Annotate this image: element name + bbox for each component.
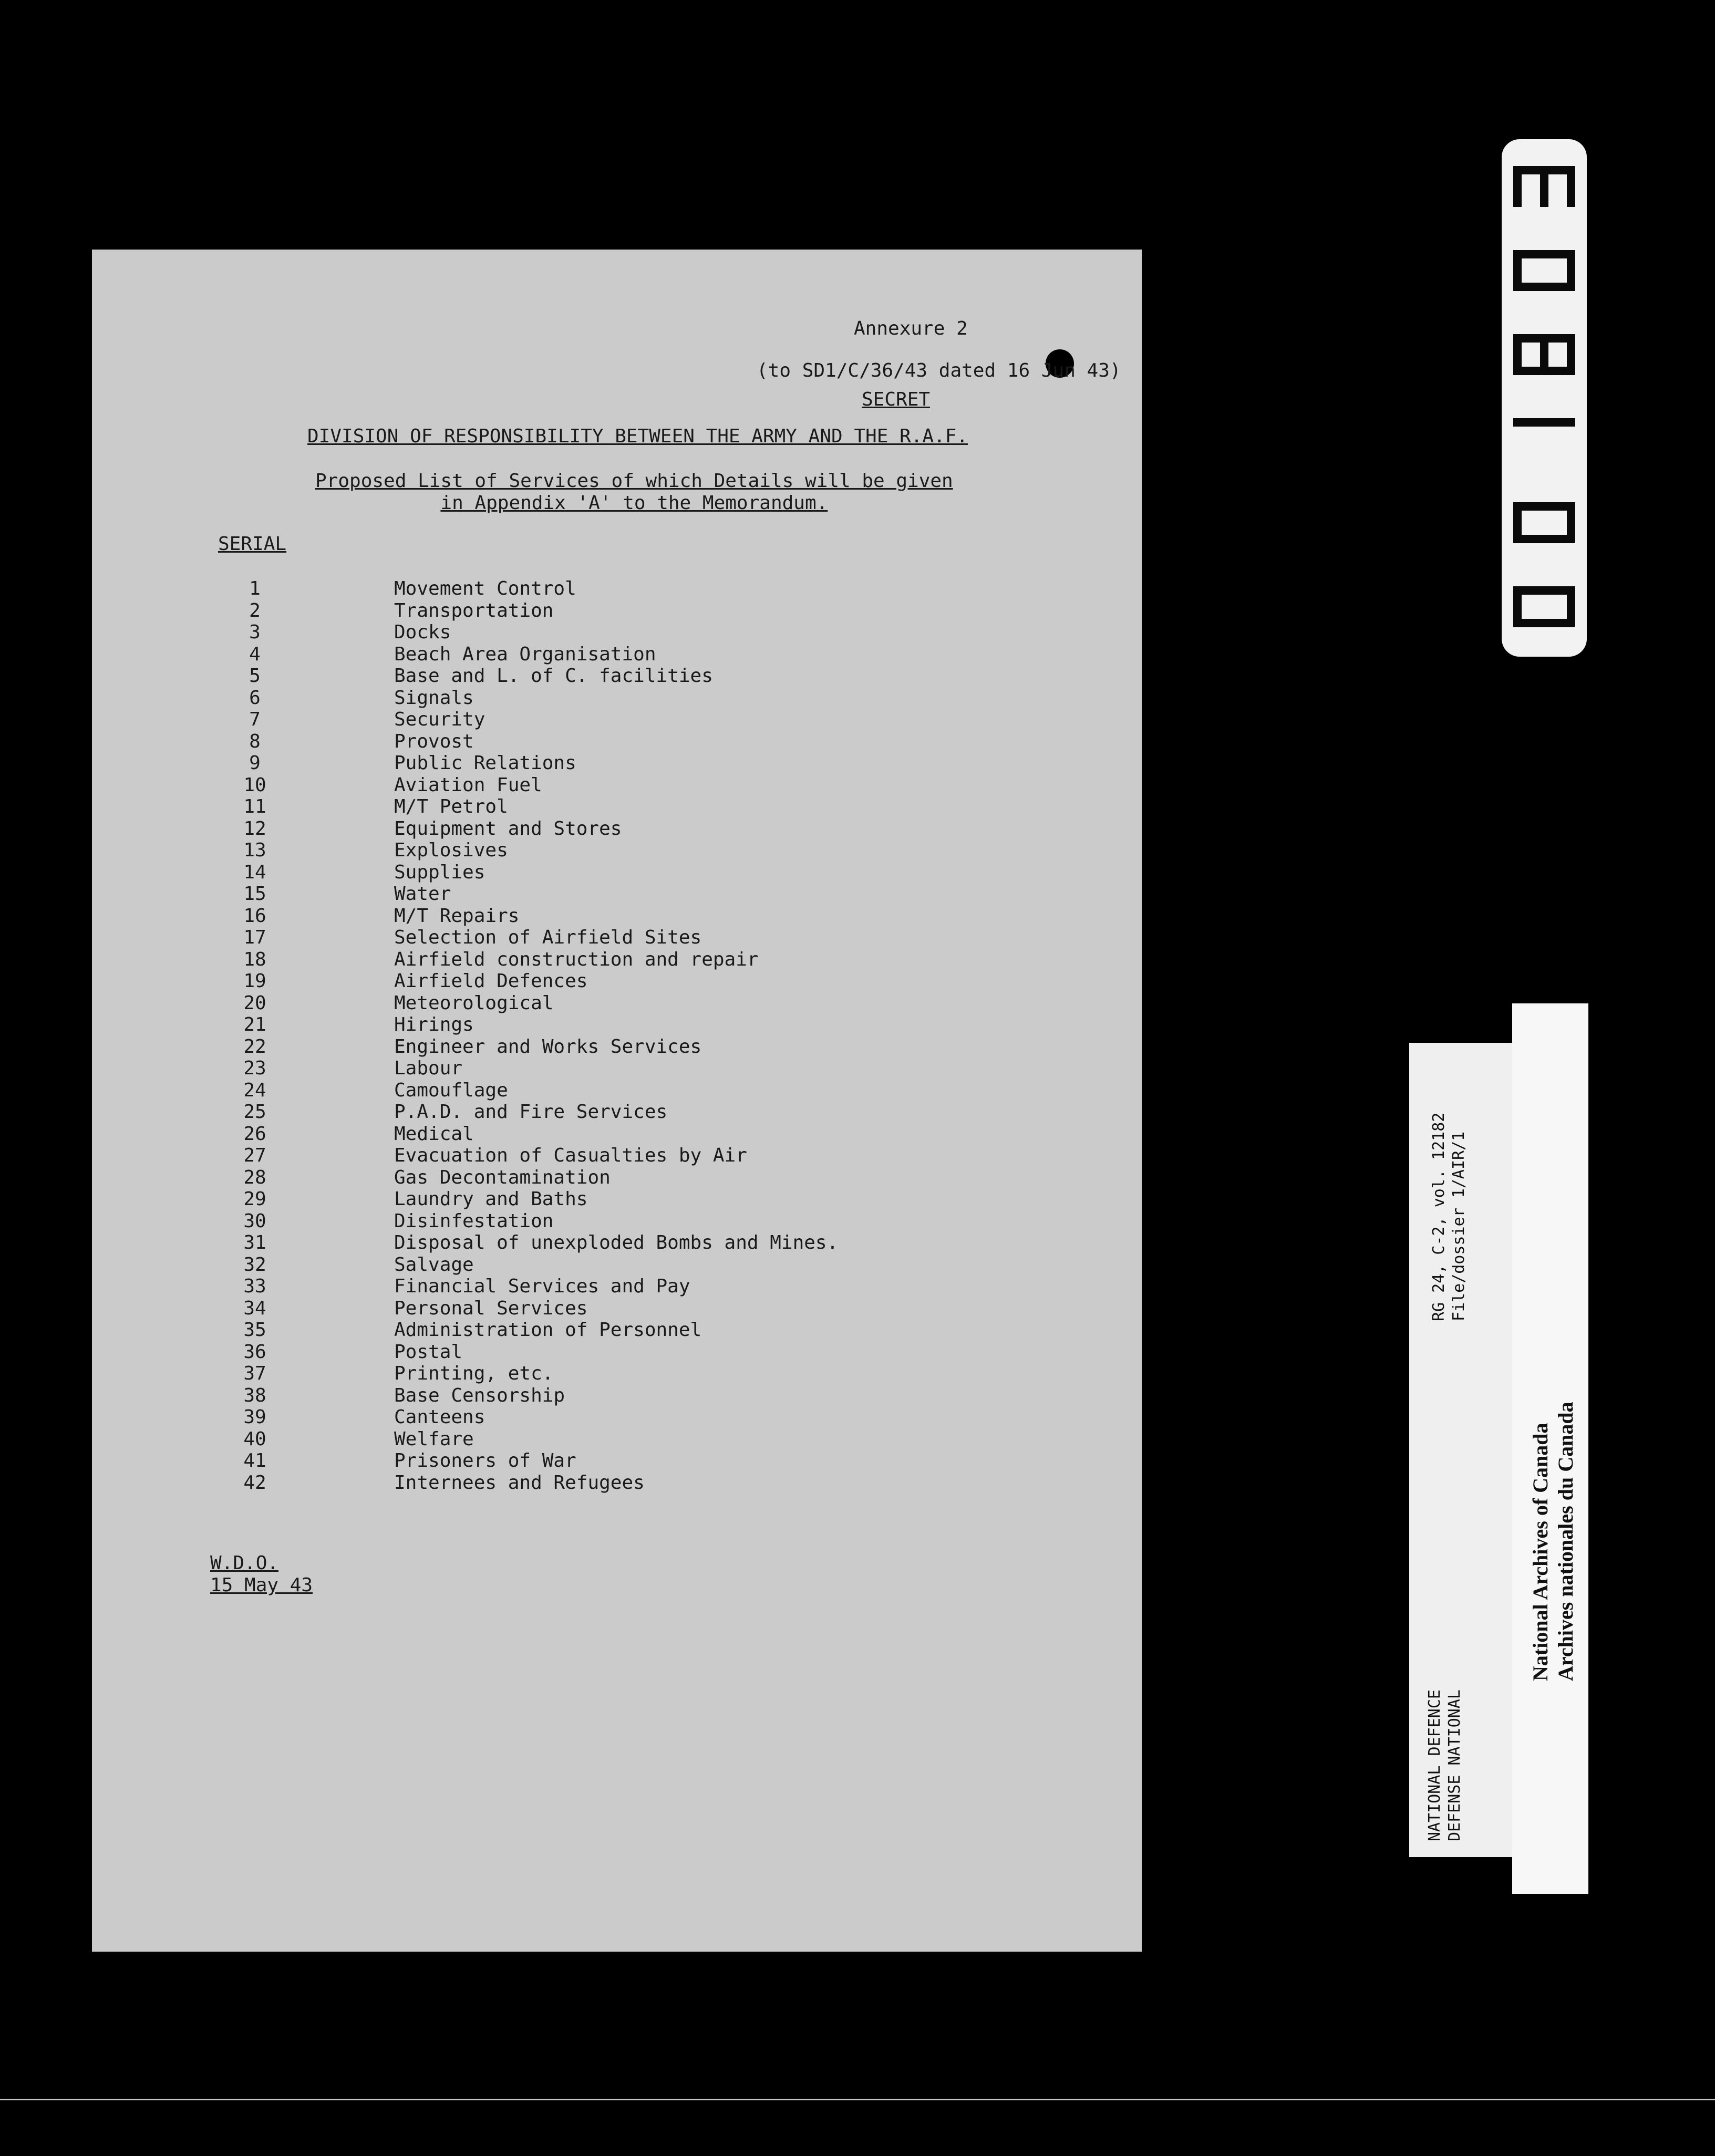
service-name: Internees and Refugees	[394, 1471, 645, 1494]
list-item	[92, 1210, 1142, 1232]
serial-number: 30	[243, 1210, 266, 1232]
list-item	[92, 687, 1142, 709]
list-item	[92, 927, 1142, 948]
list-item	[92, 992, 1142, 1014]
list-item	[92, 1385, 1142, 1406]
list-item	[92, 752, 1142, 774]
serial-number: 13	[243, 839, 266, 861]
serial-number: 9	[249, 752, 261, 774]
list-item	[92, 1254, 1142, 1276]
service-name: Provost	[394, 730, 474, 752]
list-item	[92, 796, 1142, 817]
document-subtitle	[315, 470, 953, 514]
list-item	[92, 600, 1142, 621]
list-item	[92, 1080, 1142, 1101]
reference-label	[1409, 1043, 1514, 1857]
document-date: 15 May 43	[210, 1574, 313, 1596]
serial-heading: SERIAL	[218, 533, 287, 555]
service-name: Beach Area Organisation	[394, 643, 656, 665]
department-fr: DEFENSE NATIONAL	[1445, 1689, 1464, 1841]
subtitle-line-1: Proposed List of Services of which Details will be given	[315, 470, 953, 492]
serial-number: 26	[243, 1123, 266, 1145]
service-name: Salvage	[394, 1253, 474, 1276]
list-item	[92, 1188, 1142, 1210]
service-name: Personal Services	[394, 1297, 588, 1319]
serial-number: 23	[243, 1058, 266, 1079]
annexure-label: Annexure 2	[854, 318, 968, 339]
serial-number: 37	[243, 1363, 266, 1384]
document-title: DIVISION OF RESPONSIBILITY BETWEEN THE ARMY AND THE R.A.F.	[307, 426, 968, 447]
service-name: Security	[394, 709, 485, 730]
serial-number: 4	[249, 643, 261, 665]
department-label	[1425, 1689, 1465, 1841]
serial-number: 36	[243, 1341, 266, 1363]
serial-number: 28	[243, 1166, 266, 1188]
service-name: Selection of Airfield Sites	[394, 927, 702, 948]
bottom-divider	[0, 2099, 1715, 2100]
service-name: Medical	[394, 1123, 474, 1145]
list-item	[92, 578, 1142, 599]
classification-label: SECRET	[862, 389, 931, 410]
serial-number: 38	[243, 1384, 266, 1406]
service-name: Printing, etc.	[394, 1363, 554, 1384]
frame-digit	[1513, 250, 1575, 291]
list-item	[92, 1101, 1142, 1123]
service-name: Movement Control	[394, 578, 576, 599]
service-name: Hirings	[394, 1014, 474, 1035]
document-page	[92, 250, 1142, 1952]
service-name: Camouflage	[394, 1079, 508, 1101]
reference-numbers	[1429, 1113, 1469, 1321]
serial-number: 14	[243, 861, 266, 883]
archives-label	[1512, 1003, 1588, 1894]
service-name: Engineer and Works Services	[394, 1035, 702, 1058]
service-name: Welfare	[394, 1428, 474, 1450]
serial-number: 19	[243, 970, 266, 992]
service-name: Docks	[394, 621, 451, 643]
serial-number: 20	[243, 992, 266, 1014]
service-name: Evacuation of Casualties by Air	[394, 1145, 747, 1166]
service-name: Disposal of unexploded Bombs and Mines.	[394, 1232, 839, 1253]
frame-number-strip	[1502, 139, 1587, 657]
serial-number: 17	[243, 927, 266, 948]
service-name: Signals	[394, 687, 474, 709]
serial-number: 33	[243, 1276, 266, 1297]
list-item	[92, 1014, 1142, 1035]
service-name: Gas Decontamination	[394, 1166, 611, 1188]
serial-number: 11	[243, 796, 266, 817]
service-name: Equipment and Stores	[394, 817, 622, 839]
service-name: Prisoners of War	[394, 1450, 576, 1471]
list-item	[92, 1145, 1142, 1166]
service-name: Airfield Defences	[394, 970, 588, 992]
service-name: Financial Services and Pay	[394, 1276, 690, 1297]
list-item	[92, 1472, 1142, 1494]
service-name: Explosives	[394, 839, 508, 861]
serial-number: 22	[243, 1035, 266, 1058]
list-item	[92, 1036, 1142, 1058]
serial-number: 18	[243, 948, 266, 970]
serial-number: 21	[243, 1014, 266, 1035]
serial-number: 29	[243, 1188, 266, 1210]
list-item	[92, 644, 1142, 665]
service-name: M/T Petrol	[394, 796, 508, 817]
reference-line: (to SD1/C/36/43 dated 16 Jun 43)	[757, 360, 1121, 381]
serial-number: 41	[243, 1450, 266, 1471]
service-name: Aviation Fuel	[394, 774, 542, 796]
service-name: Canteens	[394, 1406, 485, 1428]
service-name: Administration of Personnel	[394, 1319, 702, 1341]
list-item	[92, 862, 1142, 883]
reference-line-1: RG 24, C-2, vol. 12182	[1430, 1112, 1448, 1321]
reference-line-2: File/dossier 1/AIR/1	[1450, 1131, 1468, 1321]
list-item	[92, 1363, 1142, 1384]
list-item	[92, 1058, 1142, 1079]
serial-number: 15	[243, 883, 266, 905]
list-item	[92, 1428, 1142, 1450]
list-item	[92, 1450, 1142, 1471]
service-name: Laundry and Baths	[394, 1188, 588, 1210]
list-item	[92, 1123, 1142, 1145]
serial-number: 25	[243, 1101, 266, 1123]
list-item	[92, 1406, 1142, 1428]
list-item	[92, 1232, 1142, 1253]
list-item	[92, 1276, 1142, 1297]
service-name: P.A.D. and Fire Services	[394, 1101, 668, 1123]
service-name: Water	[394, 883, 451, 905]
serial-number: 2	[249, 599, 261, 621]
serial-number: 24	[243, 1079, 266, 1101]
serial-number: 7	[249, 709, 261, 730]
serial-number: 10	[243, 774, 266, 796]
service-name: Disinfestation	[394, 1210, 554, 1232]
frame-digit	[1513, 502, 1575, 543]
list-item	[92, 621, 1142, 643]
serial-number: 32	[243, 1253, 266, 1276]
archives-name-en: National Archives of Canada	[1528, 1423, 1552, 1681]
service-name: Supplies	[394, 861, 485, 883]
list-item	[92, 818, 1142, 839]
serial-number: 12	[243, 817, 266, 839]
list-item	[92, 665, 1142, 687]
list-item	[92, 839, 1142, 861]
service-name: Airfield construction and repair	[394, 948, 759, 970]
originator: W.D.O.	[210, 1552, 279, 1574]
department-en: NATIONAL DEFENCE	[1425, 1689, 1444, 1841]
frame-number-digits	[1502, 139, 1587, 657]
serial-number: 6	[249, 687, 261, 709]
serial-number: 5	[249, 665, 261, 687]
list-item	[92, 949, 1142, 970]
serial-number: 42	[243, 1471, 266, 1494]
service-name: M/T Repairs	[394, 905, 520, 927]
list-item	[92, 1319, 1142, 1341]
serial-number: 27	[243, 1145, 266, 1166]
archives-name	[1528, 1402, 1578, 1681]
serial-number: 16	[243, 905, 266, 927]
serial-number: 39	[243, 1406, 266, 1428]
serial-number: 34	[243, 1297, 266, 1319]
service-name: Meteorological	[394, 992, 554, 1014]
list-item	[92, 905, 1142, 927]
frame-digit	[1513, 418, 1575, 427]
serial-number: 3	[249, 621, 261, 643]
serial-number: 40	[243, 1428, 266, 1450]
service-name: Base and L. of C. facilities	[394, 665, 713, 687]
list-item	[92, 774, 1142, 796]
service-name: Public Relations	[394, 752, 576, 774]
list-item	[92, 1341, 1142, 1363]
frame-digit	[1513, 586, 1575, 627]
serial-number: 8	[249, 730, 261, 752]
archives-name-fr: Archives nationales du Canada	[1554, 1402, 1577, 1681]
list-item	[92, 731, 1142, 752]
frame-digit	[1513, 166, 1575, 207]
service-name: Postal	[394, 1341, 463, 1363]
service-name: Base Censorship	[394, 1384, 565, 1406]
service-name: Labour	[394, 1058, 463, 1079]
list-item	[92, 970, 1142, 992]
service-name: Transportation	[394, 599, 554, 621]
frame-digit	[1513, 334, 1575, 375]
list-item	[92, 883, 1142, 905]
serial-number: 31	[243, 1232, 266, 1253]
serial-number: 1	[249, 578, 261, 599]
list-item	[92, 1167, 1142, 1188]
subtitle-line-2: in Appendix 'A' to the Memorandum.	[440, 492, 828, 514]
serial-number: 35	[243, 1319, 266, 1341]
list-item	[92, 1298, 1142, 1319]
list-item	[92, 709, 1142, 730]
